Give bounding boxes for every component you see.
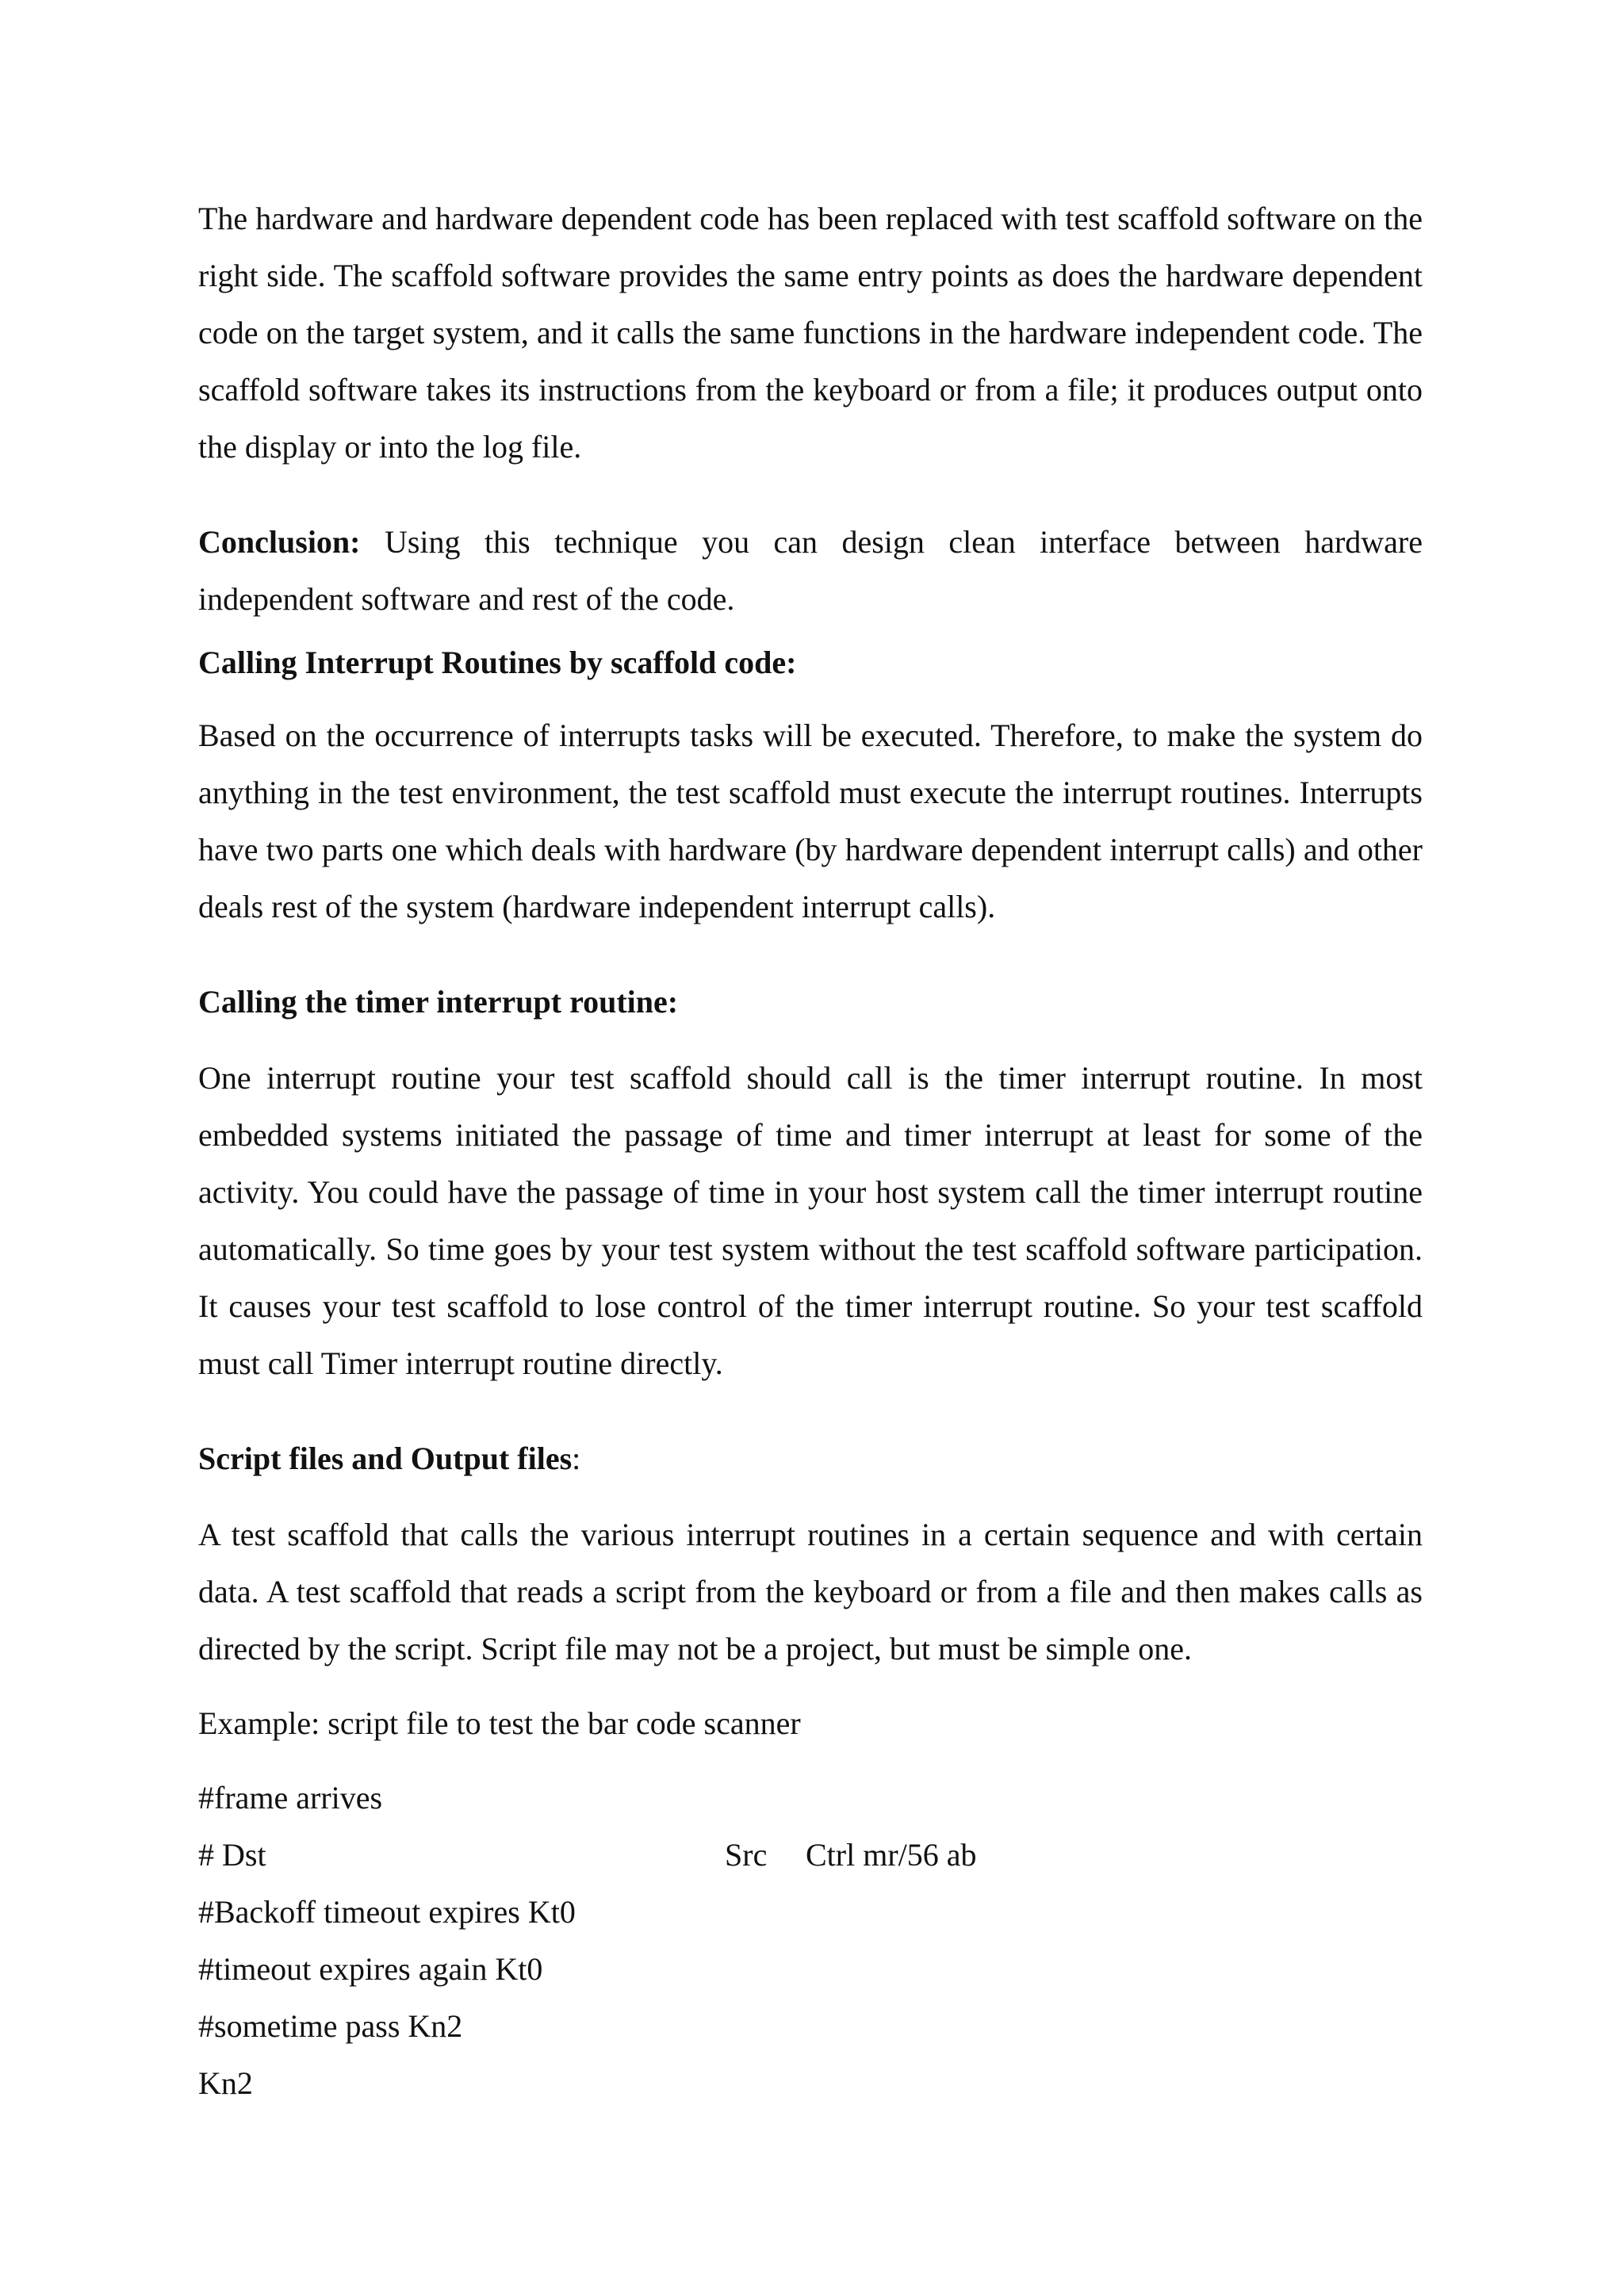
heading-script-files	[198, 1430, 1423, 1487]
script-paragraph: A test scaffold that calls the various interrupt routines in a certain sequence and with certain data. A test scaffold that reads a script from the keyboard or from a file and then makes calls as directed by the script. Script file may not be a project, but must be simple one.	[198, 1517, 1423, 1667]
conclusion-text: Using this technique you can design clean interface between hardware independent software and rest of the code.	[198, 524, 1423, 617]
heading-timer-interrupt: Calling the timer interrupt routine:	[198, 984, 679, 1020]
conclusion-paragraph	[198, 514, 1423, 628]
heading-script-files-colon: :	[572, 1441, 581, 1476]
script-ctrl: Ctrl mr/56 ab	[806, 1837, 977, 1873]
conclusion-label: Conclusion:	[198, 524, 361, 560]
example-intro: Example: script file to test the bar code scanner	[198, 1705, 801, 1741]
script-dst: # Dst	[198, 1837, 266, 1873]
interrupts-paragraph: Based on the occurrence of interrupts tasks will be executed. Therefore, to make the system do anything in the test environment, the test scaffold must execute the interrupt routines. Interrupts have two parts one which deals with hardware (by hardware dependent interrupt calls) and other deals rest of the system (hardware independent interrupt calls).	[198, 718, 1423, 924]
intro-paragraph: The hardware and hardware dependent code has been replaced with test scaffold software on the right side. The scaffold software provides the same entry points as does the hardware dependent code on the target system, and it calls the same functions in the hardware independent code. The scaffold software takes its instructions from the keyboard or from a file; it produces output onto the display or into the log file.	[198, 201, 1423, 465]
heading-script-files-text: Script files and Output files	[198, 1441, 573, 1476]
script-line-dst-row	[198, 1827, 1423, 1884]
script-line-kn2: Kn2	[198, 2065, 253, 2101]
script-line-sometime: #sometime pass Kn2	[198, 2008, 463, 2044]
script-src: Src	[725, 1837, 768, 1873]
timer-paragraph: One interrupt routine your test scaffold should call is the timer interrupt routine. In most embedded systems initiated the passage of time and timer interrupt at least for some of the activity. You could have the passage of time in your host system call the timer interrupt routine automatically. So time goes by your test system without the test scaffold software participation. It causes your test scaffold to lose control of the timer interrupt routine. So your test scaffold must call Timer interrupt routine directly.	[198, 1060, 1423, 1381]
script-line-backoff: #Backoff timeout expires Kt0	[198, 1894, 576, 1930]
script-line-timeout-again: #timeout expires again Kt0	[198, 1951, 543, 1987]
heading-interrupt-routines: Calling Interrupt Routines by scaffold code:	[198, 645, 797, 680]
document-body	[198, 190, 1423, 2112]
script-line-frame: #frame arrives	[198, 1780, 383, 1816]
